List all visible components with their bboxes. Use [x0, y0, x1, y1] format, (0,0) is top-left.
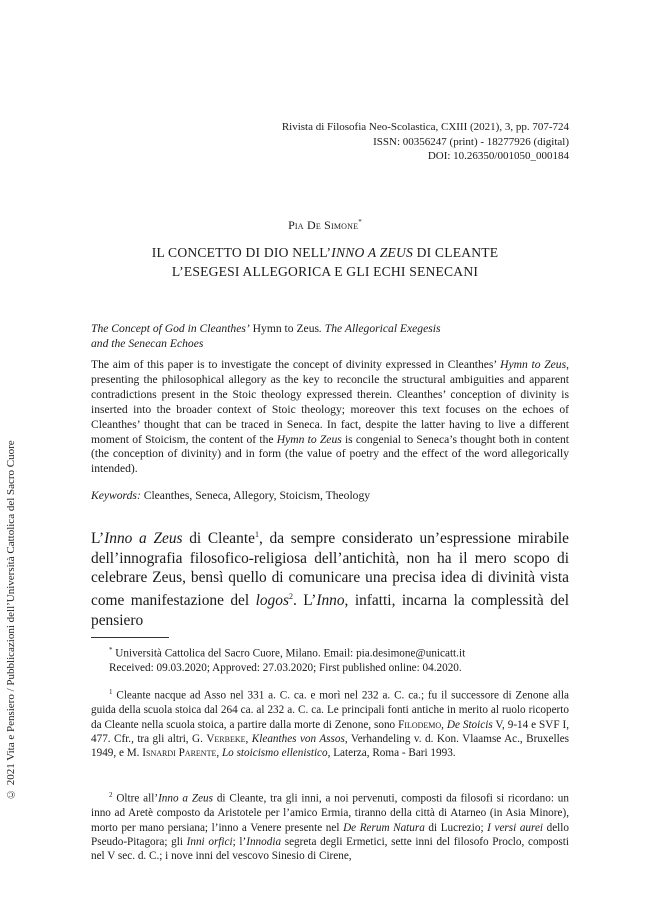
fn1-text-c: ,	[441, 718, 447, 731]
footnote-1-number: 1	[109, 688, 113, 696]
english-title-line-1	[91, 321, 571, 336]
fn1-text-g: ,	[245, 732, 252, 745]
footnote-1	[91, 685, 569, 761]
body-paragraph	[91, 525, 569, 630]
fn1-text-m: , Laterza, Roma - Bari 1993.	[327, 747, 456, 760]
fn2-italic-b: Inno a Zeus	[158, 792, 213, 805]
author-footnote-mark: *	[109, 646, 113, 654]
footnote-separator	[91, 637, 169, 638]
copyright-side-note: © 2021 Vita e Pensiero / Pubblicazioni dell’Università Cattolica del Sacro Cuore	[5, 440, 17, 800]
fn2-italic-h: Inni orfici	[186, 835, 233, 848]
fn1-smallcaps-j: Isnardi Parente	[142, 747, 217, 760]
footnote-2-number: 2	[109, 791, 113, 799]
en-title-part-3: . The Allegorical Exegesis	[319, 322, 441, 335]
fn2-text-e: di Lucrezio;	[424, 821, 488, 834]
title-part-3: DI CLEANTE	[412, 245, 499, 260]
fn2-italic-d: De Rerum Natura	[343, 821, 425, 834]
body-text-3: , da sempre considerato un’espressione mirabile dell’innografia filosofico-religiosa dell’antichità, non ha il mero scopo di celebrare Zeus, bensì quello di comunicare una precisa idea di divinità vista come manifestazione del	[91, 530, 569, 610]
journal-info	[169, 120, 569, 164]
fn1-text-a: Cleante nacque ad Asso nel 331 a. C. ca. e morì nel 232 a. C. ca.; fu il successore di Zenone alla guida della scuola stoica dal 264 ca. al 232 a. C. ca. Le principali fonti antiche in merito al ruolo ricoperto da Cleante nella scuola stoica, a partire dalla morte di Zenone, sono	[91, 689, 569, 731]
en-title-part-1: The Concept of God in Cleanthes’	[91, 322, 250, 335]
journal-citation: Rivista di Filosofia Neo-Scolastica, CXIII (2021), 3, pp. 707-724	[281, 121, 569, 133]
author-name	[0, 218, 650, 233]
footnote-2	[91, 788, 569, 864]
abstract-italic-2: Hymn to Zeus	[276, 432, 342, 446]
fn2-text-g: dello Pseudo-Pitagora; gli	[91, 821, 569, 848]
english-title-line-2: and the Senecan Echoes	[91, 337, 204, 350]
fn2-text-c: di Cleante, tra gli inni, a noi pervenuti, composti da filosofi si ricordano: un inno ad Aretè composto da Aristotele per l’amico Ermia, tiranno della città di Atarneo (in Asia Minore), morto per mano persiana; l’inno a Venere presente nel	[91, 792, 569, 834]
fn2-text-i: ; l’	[232, 835, 247, 848]
title-line-1	[0, 243, 650, 262]
footnote-ref-2[interactable]: 2	[288, 592, 293, 602]
keywords-text: Cleanthes, Seneca, Allegory, Stoicism, Theology	[140, 489, 371, 502]
fn1-text-i: , Verhandeling v. d. Kon. Vlaamse Ac., Bruxelles 1949, e M.	[91, 732, 570, 760]
body-italic-2: logos	[255, 592, 289, 610]
title-part-2: INNO A ZEUS	[331, 245, 413, 260]
footnote-ref-1[interactable]: 1	[254, 530, 259, 539]
fn2-text-k: segreta degli Ermetici, sette inni del filosofo Proclo, composti nel V sec. d. C.; i nove inni del vescovo Sinesio di Cirene,	[91, 835, 570, 863]
body-italic-3: Inno	[316, 592, 345, 610]
author-footnote-marker: *	[358, 218, 362, 226]
keywords	[91, 488, 569, 503]
abstract-italic-1: Hymn to Zeus	[500, 358, 567, 371]
abstract	[91, 358, 569, 477]
author-footnote	[91, 643, 569, 676]
body-text-4: . L’	[292, 592, 317, 610]
author-affiliation: Università Cattolica del Sacro Cuore, Milano. Email: pia.desimone@unicatt.it	[112, 647, 466, 660]
fn1-italic-l: Lo stoicismo ellenistico	[221, 747, 328, 760]
fn1-smallcaps-b: Filodemo	[398, 718, 442, 731]
fn2-text-a: Oltre all’	[112, 792, 159, 805]
title-part-1: IL CONCETTO DI DIO NELL’	[151, 245, 332, 260]
fn1-italic-d: De Stoicis	[446, 718, 493, 731]
english-title	[91, 321, 571, 351]
author-name-text: Pia De Simone	[288, 218, 359, 232]
body-italic-1: Inno a Zeus	[104, 530, 183, 548]
body-text-2: di Cleante	[182, 530, 255, 548]
abstract-text-1: The aim of this paper is to investigate the concept of divinity expressed in Cleanthes’	[91, 358, 501, 371]
journal-issn: ISSN: 00356247 (print) - 18277926 (digital)	[373, 135, 569, 148]
fn1-text-e: V, 9-14 e SVF I, 477. Cfr., tra gli altri, G.	[91, 718, 569, 745]
author-footnote-line-2: Received: 09.03.2020; Approved: 27.03.2020; First published online: 04.2020.	[109, 662, 462, 675]
fn1-smallcaps-f: Verbeke	[206, 732, 246, 745]
abstract-text-2: , presenting the philosophical allegory as the key to reconcile the structural ambiguities and apparent contradictions present in the Stoic theology expressed therein. Cleanthes’ conception of divinity is inserted into the broader context of Stoic theology; moreover this text focuses on the echoes of Cleanthes’ thought that can be traced in Seneca. In fact, despite the latter having to live a different moment of Stoicism, the content of the	[91, 358, 569, 446]
author-footnote-line-1	[91, 643, 569, 661]
fn2-italic-j: Innodia	[246, 835, 282, 848]
fn1-text-k: ,	[216, 747, 222, 760]
body-text-5: , infatti, incarna la complessità del pensiero	[91, 592, 569, 629]
journal-doi: DOI: 10.26350/001050_000184	[427, 150, 569, 162]
fn1-italic-h: Kleanthes von Assos	[251, 732, 345, 745]
title-line-2: L’ESEGESI ALLEGORICA E GLI ECHI SENECANI	[171, 264, 479, 279]
body-text-1: L’	[91, 530, 105, 548]
abstract-text-3: is congenial to Seneca’s thought both in content (the conception of divinity) and in form (the value of poetry and the effect of the word allegorically intended).	[91, 432, 569, 476]
keywords-label: Keywords:	[91, 489, 141, 502]
fn2-italic-f: I versi aurei	[487, 821, 544, 834]
paper-title	[0, 243, 650, 281]
en-title-part-2: Hymn to Zeus	[249, 322, 319, 335]
